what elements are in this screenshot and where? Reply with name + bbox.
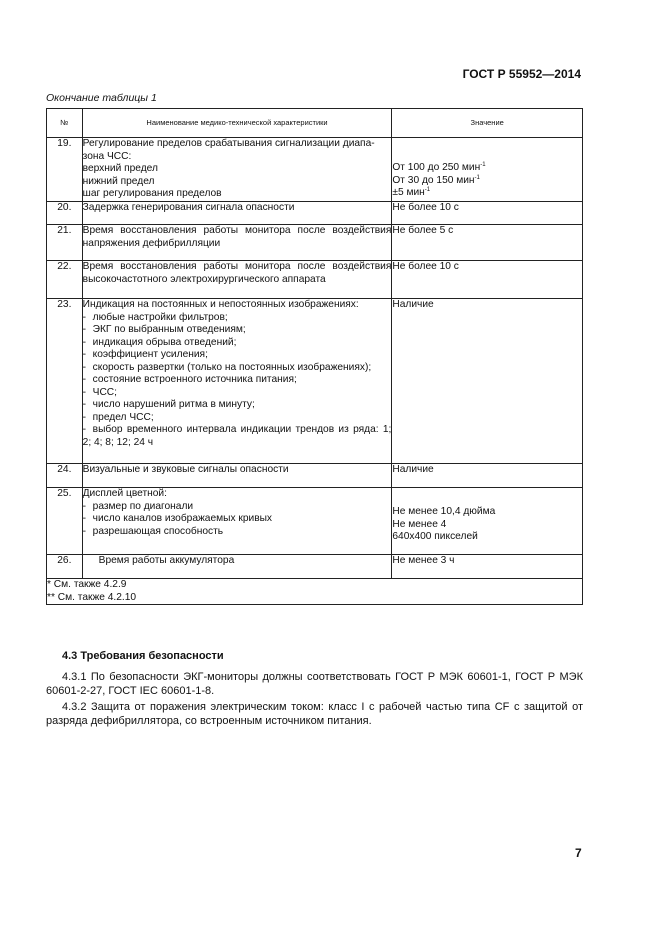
- list-item: - разрешающая способность: [82, 525, 224, 537]
- row-number: 25.: [47, 488, 83, 555]
- row-number: 26.: [47, 555, 83, 579]
- row-value: [392, 138, 583, 202]
- row-name: Время восстановления работы монитора после воздействия высокочастотного электрохирургического аппарата: [82, 261, 392, 299]
- table-row: [47, 261, 583, 299]
- footnote: ** См. также 4.2.10: [47, 591, 137, 603]
- row-number: 23.: [47, 299, 83, 464]
- row-value: Не менее 3 ч: [392, 555, 583, 579]
- table-footnotes: [47, 579, 583, 605]
- value-line: От 30 до 150 мин$^{-1}$: [392, 174, 480, 186]
- footnote: * См. также 4.2.9: [47, 579, 127, 590]
- list-item: - выбор временного интервала индикации трендов из ряда: 1; 2; 4; 8; 12; 24 ч: [82, 424, 392, 448]
- row-value: [392, 488, 583, 555]
- col-header-value: Значение: [392, 109, 583, 138]
- list-item: - индикация обрыва отведений;: [82, 336, 237, 348]
- row-name: Визуальные и звуковые сигналы опасности: [82, 464, 392, 488]
- table-row: [47, 488, 583, 555]
- section-title: 4.3 Требования безопасности: [62, 650, 224, 662]
- value-line: Не менее 10,4 дюйма: [392, 506, 496, 517]
- col-header-number: №: [47, 109, 83, 138]
- list-item: - ЭКГ по выбранным отведениям;: [82, 324, 246, 335]
- row-value: Не более 10 с: [392, 261, 583, 299]
- list-item: - число нарушений ритма в минуту;: [82, 399, 255, 410]
- value-line: ±5 мин$^{-1}$: [392, 187, 431, 198]
- list-item: - ЧСС;: [82, 386, 117, 398]
- section-paragraph: 4.3.2 Защита от поражения электрическим током: класс I с рабочей частью типа CF с защитой от разряда дефибриллятора, со встроенным источником питания.: [46, 701, 583, 727]
- row-value: Наличие: [392, 464, 583, 488]
- table-row: [47, 464, 583, 488]
- col-header-name: Наименование медико-технической характеристики: [82, 109, 392, 138]
- list-item: - размер по диагонали: [82, 500, 194, 512]
- row-name-intro: Дисплей цветной:: [82, 488, 167, 499]
- table-row: [47, 555, 583, 579]
- row-name-line: нижний предел: [82, 175, 155, 187]
- list-item: - любые настройки фильтров;: [82, 311, 228, 323]
- row-number: 20.: [47, 202, 83, 225]
- list-item: - коэффициент усиления;: [82, 349, 208, 360]
- value-line: От 100 до 250 мин$^{-1}$: [392, 162, 486, 173]
- list-item: - скорость развертки (только на постоянных изображениях);: [82, 361, 372, 373]
- list-item: - число каналов изображаемых кривых: [82, 513, 273, 524]
- specs-table: [46, 108, 583, 605]
- row-value: Не более 5 с: [392, 225, 583, 261]
- table-row: [47, 299, 583, 464]
- row-number: 19.: [47, 138, 83, 202]
- value-line: Не менее 4: [392, 518, 447, 530]
- list-item: - состояние встроенного источника питания;: [82, 374, 297, 385]
- row-name-line: зона ЧСС:: [82, 150, 132, 162]
- table-header-row: [47, 109, 583, 138]
- section-paragraph: 4.3.1 По безопасности ЭКГ-мониторы должны соответствовать ГОСТ Р МЭК 60601-1, ГОСТ Р МЭК 60601-2-27, ГОСТ IEC 60601-1-8.: [46, 671, 583, 697]
- row-value: Наличие: [392, 299, 583, 464]
- row-name: Время работы аккумулятора: [82, 555, 392, 579]
- row-name-line: Регулирование пределов срабатывания сигнализации диапа-: [82, 138, 375, 149]
- table-caption: Окончание таблицы 1: [46, 92, 157, 104]
- value-line: 640x400 пикселей: [392, 531, 478, 542]
- row-number: 22.: [47, 261, 83, 299]
- list-item: - предел ЧСС;: [82, 411, 154, 423]
- row-name: [82, 138, 392, 202]
- row-name-line: шаг регулирования пределов: [82, 188, 222, 199]
- row-number: 24.: [47, 464, 83, 488]
- standard-designation: ГОСТ Р 55952—2014: [462, 67, 581, 81]
- row-name-line: верхний предел: [82, 163, 158, 174]
- row-name: Задержка генерирования сигнала опасности: [82, 202, 392, 225]
- page-number: 7: [575, 846, 582, 860]
- table-row: [47, 225, 583, 261]
- row-name-intro: Индикация на постоянных и непостоянных изображениях:: [82, 299, 359, 310]
- table-row: [47, 138, 583, 202]
- row-name: [82, 299, 392, 464]
- table-footnotes-row: [47, 579, 583, 605]
- row-number: 21.: [47, 225, 83, 261]
- table-row: [47, 202, 583, 225]
- row-name: [82, 488, 392, 555]
- row-value: Не более 10 с: [392, 202, 583, 225]
- row-name: Время восстановления работы монитора после воздействия напряжения дефибрилляции: [82, 225, 392, 261]
